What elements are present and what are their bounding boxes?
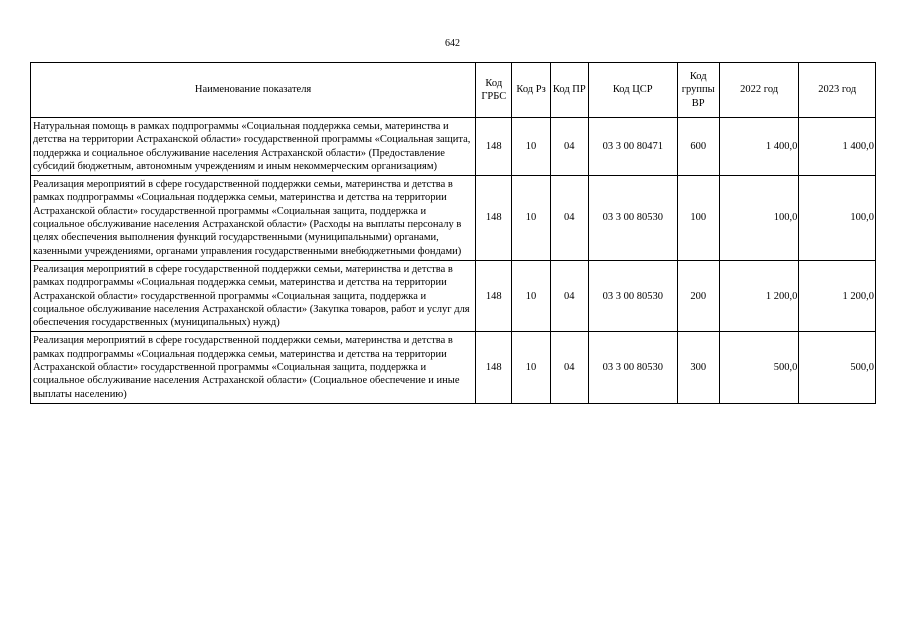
row-name: Реализация мероприятий в сфере государственной поддержки семьи, материнства и детства в рамках подпрограммы «Социальная поддержка семьи, материнства и детства на территории Астраханской области» государственной программы «Социальная защита, поддержка и социальное обслуживание населения Астраханской области» (Закупка товаров, работ и услуг для обеспечения государственных (муниципальных) нужд) — [31, 260, 476, 331]
row-grbs: 148 — [476, 260, 512, 331]
row-pr: 04 — [550, 332, 588, 403]
row-grbs: 148 — [476, 118, 512, 176]
table-row — [31, 118, 876, 176]
row-2023: 100,0 — [799, 176, 876, 261]
header-rz: Код Рз — [512, 63, 550, 118]
row-csr: 03 3 00 80471 — [588, 118, 677, 176]
row-rz: 10 — [512, 176, 550, 261]
table-header-row — [31, 63, 876, 118]
header-pr: Код ПР — [550, 63, 588, 118]
row-pr: 04 — [550, 118, 588, 176]
row-2023: 1 200,0 — [799, 260, 876, 331]
header-2023: 2023 год — [799, 63, 876, 118]
page-number: 642 — [445, 38, 460, 49]
header-vr: Код группы ВР — [677, 63, 719, 118]
row-name: Натуральная помощь в рамках подпрограммы «Социальная поддержка семьи, материнства и детства на территории Астраханской области» государственной программы «Социальная защита, поддержка и социальное обслуживание населения Астраханской области» (Предоставление субсидий бюджетным, автономным учреждениям и иным некоммерческим организациям) — [31, 118, 476, 176]
table-row — [31, 260, 876, 331]
row-2022: 500,0 — [719, 332, 799, 403]
row-2022: 1 200,0 — [719, 260, 799, 331]
row-csr: 03 3 00 80530 — [588, 332, 677, 403]
row-vr: 600 — [677, 118, 719, 176]
budget-table — [30, 62, 876, 404]
row-vr: 300 — [677, 332, 719, 403]
row-csr: 03 3 00 80530 — [588, 176, 677, 261]
row-2023: 1 400,0 — [799, 118, 876, 176]
row-2022: 1 400,0 — [719, 118, 799, 176]
row-2023: 500,0 — [799, 332, 876, 403]
row-vr: 200 — [677, 260, 719, 331]
table-row — [31, 176, 876, 261]
header-2022: 2022 год — [719, 63, 799, 118]
row-grbs: 148 — [476, 176, 512, 261]
header-name: Наименование показателя — [31, 63, 476, 118]
row-2022: 100,0 — [719, 176, 799, 261]
row-csr: 03 3 00 80530 — [588, 260, 677, 331]
row-rz: 10 — [512, 332, 550, 403]
table-row — [31, 332, 876, 403]
row-rz: 10 — [512, 260, 550, 331]
row-pr: 04 — [550, 260, 588, 331]
row-name: Реализация мероприятий в сфере государственной поддержки семьи, материнства и детства в рамках подпрограммы «Социальная поддержка семьи, материнства и детства на территории Астраханской области» государственной программы «Социальная защита, поддержка и социальное обслуживание населения Астраханской области» (Социальное обеспечение и иные выплаты населению) — [31, 332, 476, 403]
row-vr: 100 — [677, 176, 719, 261]
row-rz: 10 — [512, 118, 550, 176]
header-grbs: Код ГРБС — [476, 63, 512, 118]
row-pr: 04 — [550, 176, 588, 261]
header-csr: Код ЦСР — [588, 63, 677, 118]
row-name: Реализация мероприятий в сфере государственной поддержки семьи, материнства и детства в рамках подпрограммы «Социальная поддержка семьи, материнства и детства на территории Астраханской области» государственной программы «Социальная защита, поддержка и социальное обслуживание населения Астраханской области» (Расходы на выплаты персоналу в целях обеспечения выполнения функций государственными (муниципальными) органами, казенными учреждениями, органами управления государственными внебюджетными фондами) — [31, 176, 476, 261]
row-grbs: 148 — [476, 332, 512, 403]
